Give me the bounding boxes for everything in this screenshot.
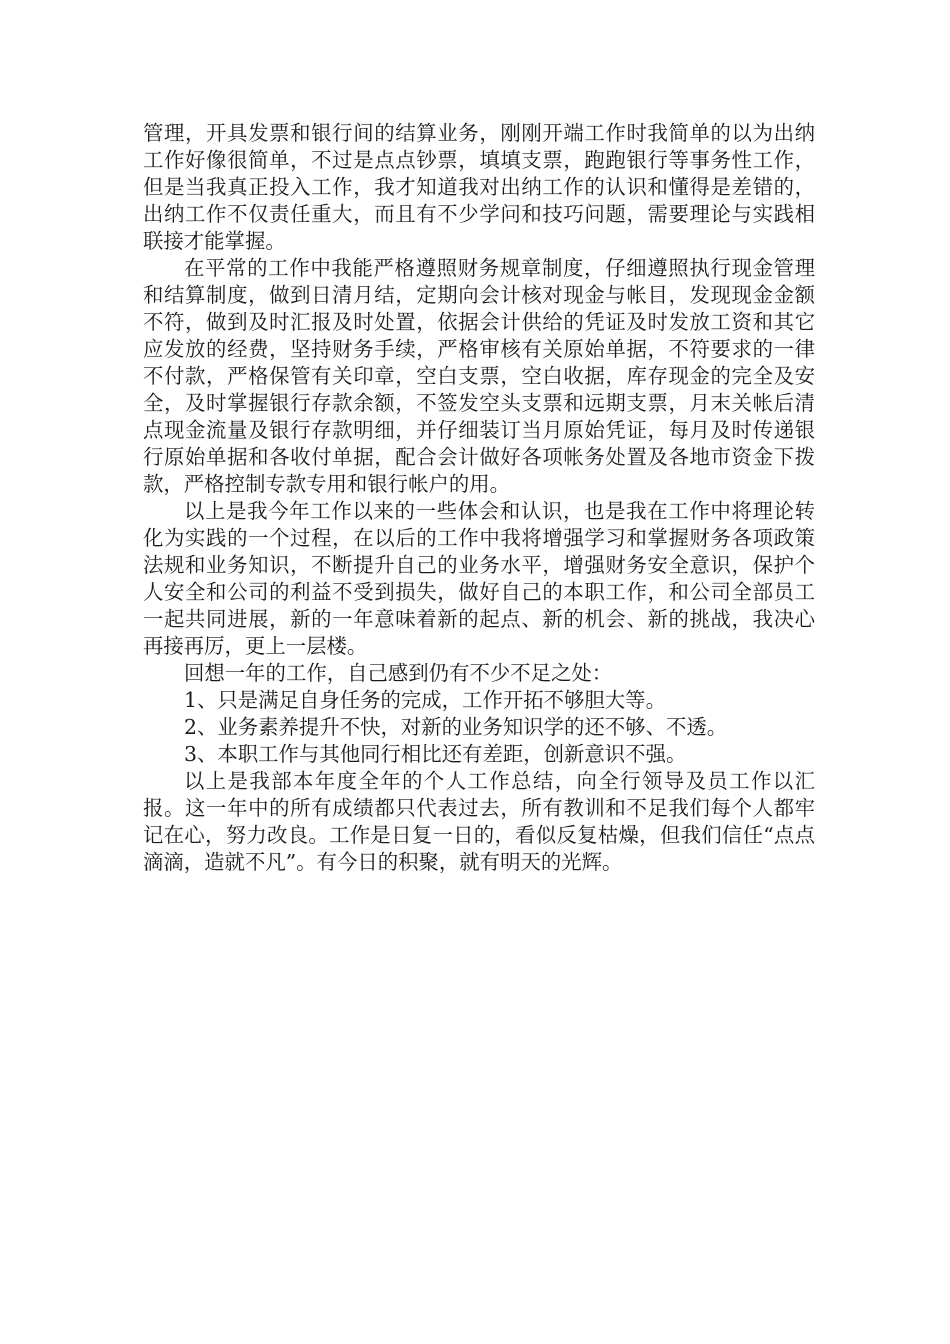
document-body — [143, 120, 815, 876]
paragraph-3: 以上是我今年工作以来的一些体会和认识，也是我在工作中将理论转化为实践的一个过程，在以后的工作中我将增强学习和掌握财务各项政策法规和业务知识，不断提升自己的业务水平，增强财务安全意识，保护个人安全和公司的利益不受到损失，做好自己的本职工作，和公司全部员工一起共同进展，新的一年意味着新的起点、新的机会、新的挑战，我决心再接再厉，更上一层楼。 — [143, 499, 815, 658]
paragraph-5: 以上是我部本年度全年的个人工作总结，向全行领导及员工作以汇报。这一年中的所有成绩都只代表过去，所有教训和不足我们每个人都牢记在心，努力改良。工作是日复一日的，看似反复枯燥，但我们信任“点点滴滴，造就不凡”。有今日的积聚，就有明天的光辉。 — [143, 769, 815, 874]
list-item-1: 1、只是满足自身任务的完成，工作开拓不够胆大等。 — [184, 688, 666, 712]
paragraph-1: 管理，开具发票和银行间的结算业务，刚刚开端工作时我简单的以为出纳工作好像很简单，不过是点点钞票，填填支票，跑跑银行等事务性工作，但是当我真正投入工作，我才知道我对出纳工作的认识和懂得是差错的，出纳工作不仅责任重大，而且有不少学问和技巧问题，需要理论与实践相联接才能掌握。 — [143, 121, 815, 253]
paragraph-2: 在平常的工作中我能严格遵照财务规章制度，仔细遵照执行现金管理和结算制度，做到日清月结，定期向会计核对现金与帐目，发现现金金额不符，做到及时汇报及时处置，依据会计供给的凭证及时发放工资和其它应发放的经费，坚持财务手续，严格审核有关原始单据，不符要求的一律不付款，严格保管有关印章，空白支票，空白收据，库存现金的完全及安全，及时掌握银行存款余额，不签发空头支票和远期支票，月末关帐后清点现金流量及银行存款明细，并仔细装订当月原始凭证，每月及时传递银行原始单据和各收付单据，配合会计做好各项帐务处置及各地市资金下拨款，严格控制专款专用和银行帐户的用。 — [143, 256, 815, 496]
paragraph-4: 回想一年的工作，自己感到仍有不少不足之处： — [184, 661, 613, 685]
list-item-2: 2、业务素养提升不快，对新的业务知识学的还不够、不透。 — [184, 715, 728, 739]
list-item-3: 3、本职工作与其他同行相比还有差距，创新意识不强。 — [184, 742, 687, 766]
